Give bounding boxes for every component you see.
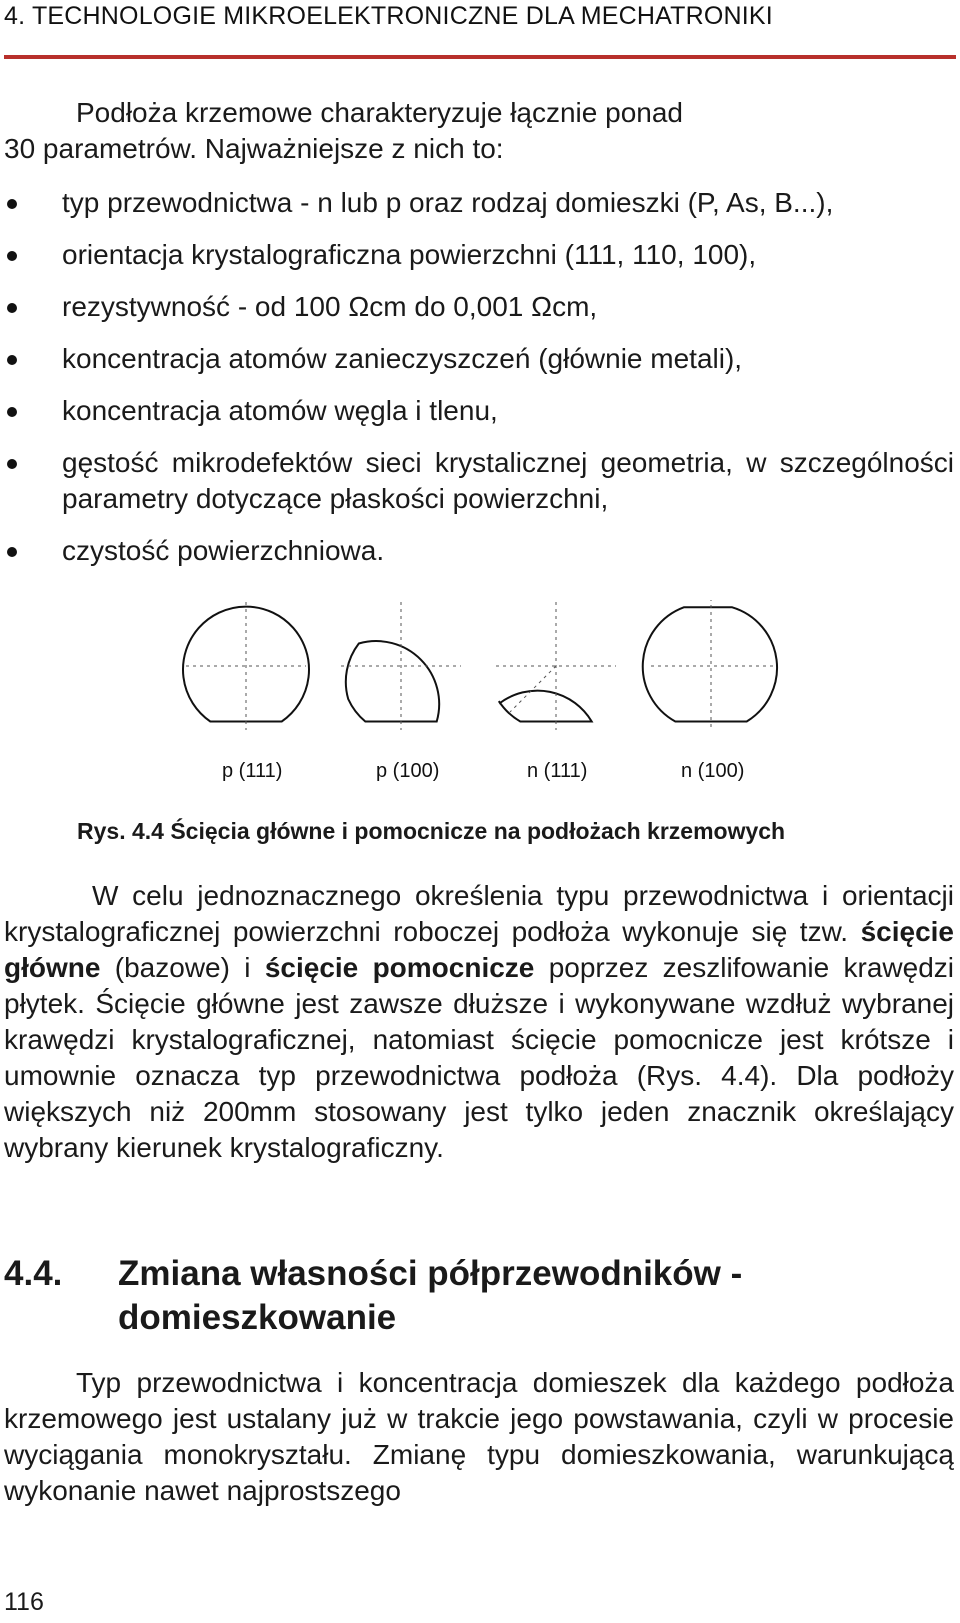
bullet-icon: [7, 547, 17, 557]
figure-label-n111: n (111): [527, 760, 588, 782]
bullet-icon: [7, 355, 17, 365]
parameter-list: [0, 185, 954, 569]
figure-label-n100: n (100): [681, 760, 745, 782]
page-number: 116: [4, 1588, 44, 1616]
section-number: 4.4.: [4, 1254, 63, 1293]
figure-caption: Rys. 4.4 Ścięcia główne i pomocnicze na podłożach krzemowych: [77, 818, 786, 844]
section-title: Zmiana własności półprzewodników - domieszkowanie: [118, 1254, 743, 1337]
wafer-n111: [499, 691, 592, 722]
bullet-icon: [7, 251, 17, 261]
chapter-title: 4. TECHNOLOGIE MIKROELEKTRONICZNE DLA MECHATRONIKI: [4, 2, 773, 30]
list-item: koncentracja atomów zanieczyszczeń (głównie metali),: [0, 341, 954, 377]
list-item: czystość powierzchniowa.: [0, 533, 954, 569]
list-item: orientacja krystalograficzna powierzchni (111, 110, 100),: [0, 237, 954, 273]
page-header: [0, 0, 960, 60]
wafer-n100: [643, 607, 777, 721]
list-item: rezystywność - od 100 Ωcm do 0,001 Ωcm,: [0, 289, 954, 325]
list-item: gęstość mikrodefektów sieci krystalicznej geometria, w szczególności parametry dotyczące płaskości powierzchni,: [0, 445, 954, 517]
intro-line-2: 30 parametrów. Najważniejsze z nich to:: [4, 133, 504, 164]
list-item: typ przewodnictwa - n lub p oraz rodzaj domieszki (P, As, B...),: [0, 185, 954, 221]
bullet-icon: [7, 199, 17, 209]
bullet-icon: [7, 459, 17, 469]
header-divider: [4, 55, 956, 59]
wafer-flats-figure: [180, 600, 800, 820]
paragraph-doping: Typ przewodnictwa i koncentracja domieszek dla każdego podłoża krzemowego jest ustalany już w trakcie jego powstawania, czyli w procesie wyciągania monokryształu. Zmianę typu domieszkowania, warunkującą wykonanie nawet najprostszego: [4, 1367, 954, 1506]
bullet-icon: [7, 407, 17, 417]
list-item: koncentracja atomów węgla i tlenu,: [0, 393, 954, 429]
intro-line-1: Podłoża krzemowe charakteryzuje łącznie ponad: [76, 97, 683, 128]
figure-label-p100: p (100): [376, 760, 440, 782]
figure-label-p111: p (111): [222, 760, 283, 782]
paragraph-flats: W celu jednoznacznego określenia typu przewodnictwa i orientacji krystalograficznej powierzchni roboczej podłoża wykonuje się tzw. ścięcie główne (bazowe) i ścięcie pomocnicze poprzez zeszlifowanie krawędzi płytek. Ścięcie główne jest zawsze dłuższe i wykonywane wzdłuż wybranej krawędzi krystalograficznej, natomiast ścięcie pomocnicze jest krótsze i umownie oznacza typ przewodnictwa podłoża (Rys. 4.4). Dla podłoży większych niż 200mm stosowany jest tylko jeden znacznik określający wybrany kierunek krystalograficzny.: [4, 880, 954, 1163]
bullet-icon: [7, 303, 17, 313]
wafer-p100: [346, 641, 439, 721]
